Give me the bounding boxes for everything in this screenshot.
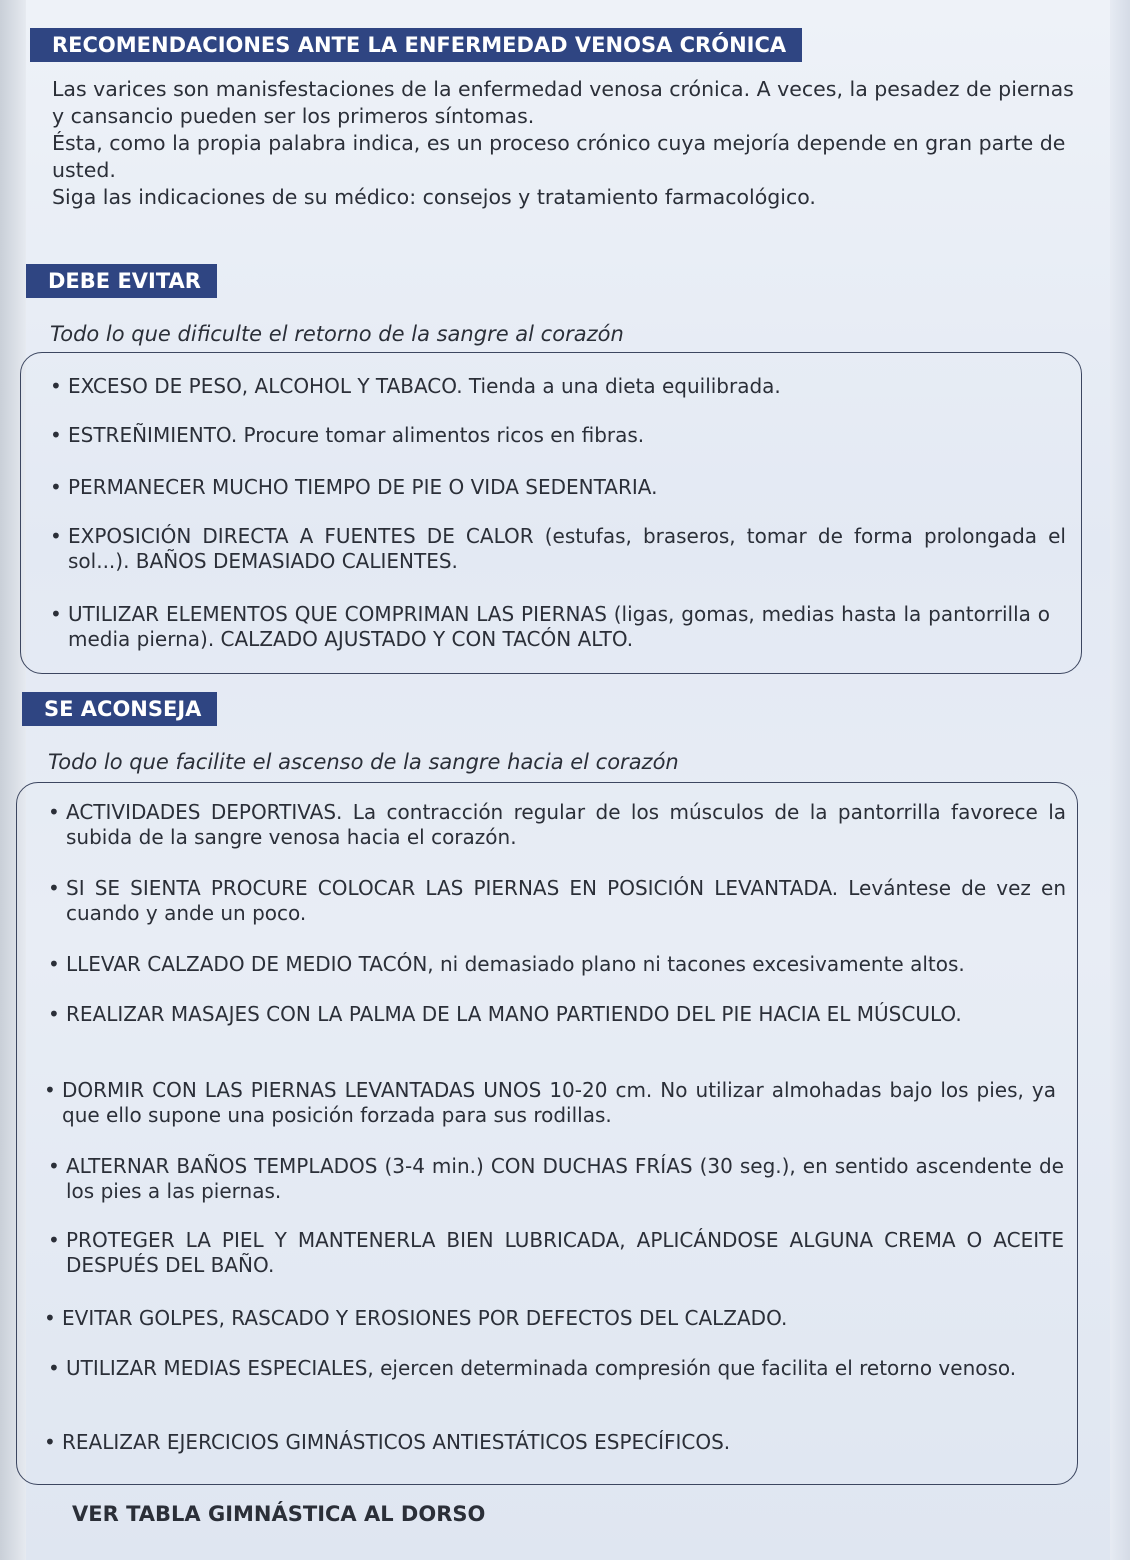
advise-item: • EVITAR GOLPES, RASCADO Y EROSIONES POR DEFECTOS DEL CALZADO.	[44, 1306, 1060, 1331]
avoid-section-title: DEBE EVITAR	[26, 264, 217, 298]
main-title: RECOMENDACIONES ANTE LA ENFERMEDAD VENOSA CRÓNICA	[30, 28, 802, 62]
avoid-item: • UTILIZAR ELEMENTOS QUE COMPRIMAN LAS PIERNAS (ligas, gomas, medias hasta la pantorrilla o media pierna). CALZADO AJUSTADO Y CON TACÓN ALTO.	[50, 602, 1050, 652]
advise-item: • UTILIZAR MEDIAS ESPECIALES, ejercen determinada compresión que facilita el retorno venoso.	[48, 1356, 1062, 1381]
intro-line-1: Las varices son manisfestaciones de la enfermedad venosa crónica. A veces, la pesadez de piernas y cansancio pueden ser los primeros síntomas.	[52, 77, 1074, 128]
advise-item: • DORMIR CON LAS PIERNAS LEVANTADAS UNOS 10-20 cm. No utilizar almohadas bajo los pies, ya que ello supone una posición forzada para sus rodillas.	[44, 1078, 1056, 1128]
advise-item: • SI SE SIENTA PROCURE COLOCAR LAS PIERNAS EN POSICIÓN LEVANTADA. Levántese de vez en cuando y ande un poco.	[48, 876, 1066, 926]
intro-line-3: Siga las indicaciones de su médico: consejos y tratamiento farmacológico.	[52, 185, 816, 209]
advise-item: • PROTEGER LA PIEL Y MANTENERLA BIEN LUBRICADA, APLICÁNDOSE ALGUNA CREMA O ACEITE DESPUÉS DEL BAÑO.	[48, 1228, 1064, 1278]
advise-item: • REALIZAR MASAJES CON LA PALMA DE LA MANO PARTIENDO DEL PIE HACIA EL MÚSCULO.	[48, 1002, 1066, 1027]
advise-item: • REALIZAR EJERCICIOS GIMNÁSTICOS ANTIESTÁTICOS ESPECÍFICOS.	[44, 1430, 1060, 1455]
advise-subtitle: Todo lo que facilite el ascenso de la sangre hacia el corazón	[48, 750, 679, 774]
avoid-item: • EXPOSICIÓN DIRECTA A FUENTES DE CALOR (estufas, braseros, tomar de forma prolongada el sol...). BAÑOS DEMASIADO CALIENTES.	[50, 524, 1066, 574]
page-right-edge	[1110, 0, 1130, 1560]
footer-note: VER TABLA GIMNÁSTICA AL DORSO	[72, 1502, 486, 1526]
avoid-item: • EXCESO DE PESO, ALCOHOL Y TABACO. Tienda a una dieta equilibrada.	[50, 374, 1060, 399]
advise-item: • ALTERNAR BAÑOS TEMPLADOS (3-4 min.) CON DUCHAS FRÍAS (30 seg.), en sentido ascendente de los pies a las piernas.	[48, 1154, 1064, 1204]
advise-section-title: SE ACONSEJA	[22, 692, 217, 726]
avoid-item: • ESTREÑIMIENTO. Procure tomar alimentos ricos en fibras.	[50, 423, 1060, 448]
advise-item: • ACTIVIDADES DEPORTIVAS. La contracción regular de los músculos de la pantorrilla favorece la subida de la sangre venosa hacia el corazón.	[48, 800, 1066, 850]
avoid-item: • PERMANECER MUCHO TIEMPO DE PIE O VIDA SEDENTARIA.	[50, 475, 1060, 500]
intro-paragraph	[52, 76, 1082, 211]
advise-item: • LLEVAR CALZADO DE MEDIO TACÓN, ni demasiado plano ni tacones excesivamente altos.	[48, 952, 1066, 977]
avoid-subtitle: Todo lo que dificulte el retorno de la sangre al corazón	[50, 322, 624, 346]
intro-line-2: Ésta, como la propia palabra indica, es un proceso crónico cuya mejoría depende en gran parte de usted.	[52, 131, 1066, 182]
